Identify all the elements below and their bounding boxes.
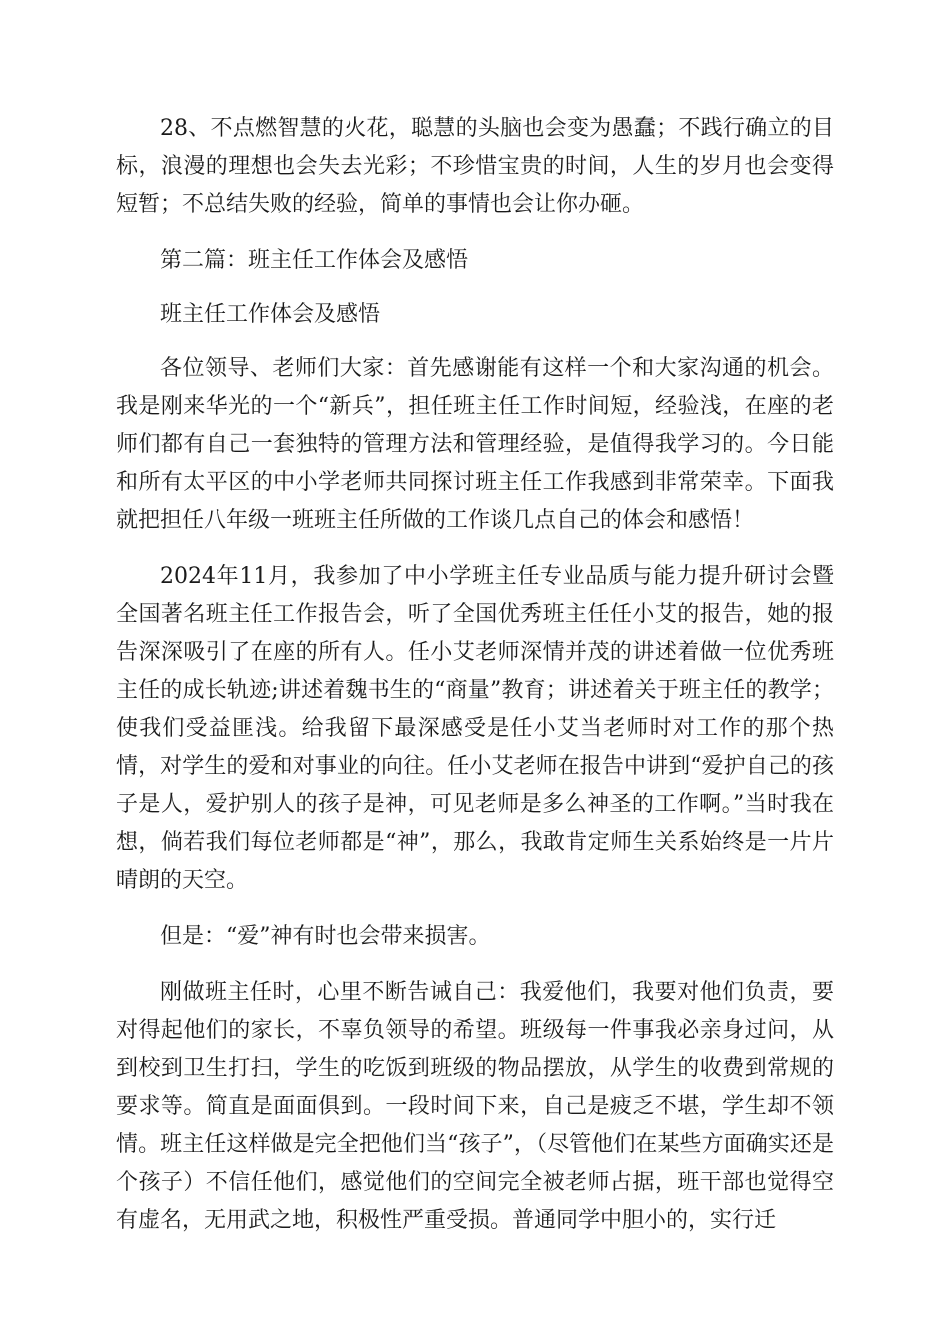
- paragraph-first-experience: 刚做班主任时，心里不断告诫自己：我爱他们，我要对他们负责，要对得起他们的家长，不辜负领导的希望。班级每一件事我必亲身过问，从到校到卫生打扫，学生的吃饭到班级的物品摆放，从学生的收费到常规的要求等。简直是面面俱到。一段时间下来，自己是疲乏不堪，学生却不领情。班主任这样做是完全把他们当“孩子”，（尽管他们在某些方面确实还是个孩子）不信任他们，感觉他们的空间完全被老师占据，班干部也觉得空有虚名，无用武之地，积极性严重受损。普通同学中胆小的，实行迁: [116, 980, 834, 1233]
- document-body: [116, 110, 834, 1258]
- paragraph-28: 28、不点燃智慧的火花，聪慧的头脑也会变为愚蠢；不践行确立的目标，浪漫的理想也会失去光彩；不珍惜宝贵的时间，人生的岁月也会变得短暂；不总结失败的经验，简单的事情也会让你办砸。: [116, 116, 834, 217]
- article-title: 班主任工作体会及感悟: [160, 302, 381, 327]
- section-title: 第二篇：班主任工作体会及感悟: [160, 248, 469, 273]
- paragraph-love-harm: 但是：“爱”神有时也会带来损害。: [160, 924, 491, 949]
- paragraph-2024-report: 2024年11月，我参加了中小学班主任专业品质与能力提升研讨会暨全国著名班主任工作报告会，听了全国优秀班主任任小艾的报告，她的报告深深吸引了在座的所有人。任小艾老师深情并茂的讲述着做一位优秀班主任的成长轨迹;讲述着魏书生的“商量”教育；讲述着关于班主任的教学；使我们受益匪浅。给我留下最深感受是任小艾当老师时对工作的那个热情，对学生的爱和对事业的向往。任小艾老师在报告中讲到“爱护自己的孩子是人，爱护别人的孩子是神，可见老师是多么神圣的工作啊。”当时我在想，倘若我们每位老师都是“神”，那么，我敢肯定师生关系始终是一片片晴朗的天空。: [116, 564, 834, 893]
- paragraph-intro: 各位领导、老师们大家：首先感谢能有这样一个和大家沟通的机会。我是刚来华光的一个“新兵”，担任班主任工作时间短，经验浅，在座的老师们都有自己一套独特的管理方法和管理经验，是值得我学习的。今日能和所有太平区的中小学老师共同探讨班主任工作我感到非常荣幸。下面我就把担任八年级一班班主任所做的工作谈几点自己的体会和感悟！: [116, 356, 834, 533]
